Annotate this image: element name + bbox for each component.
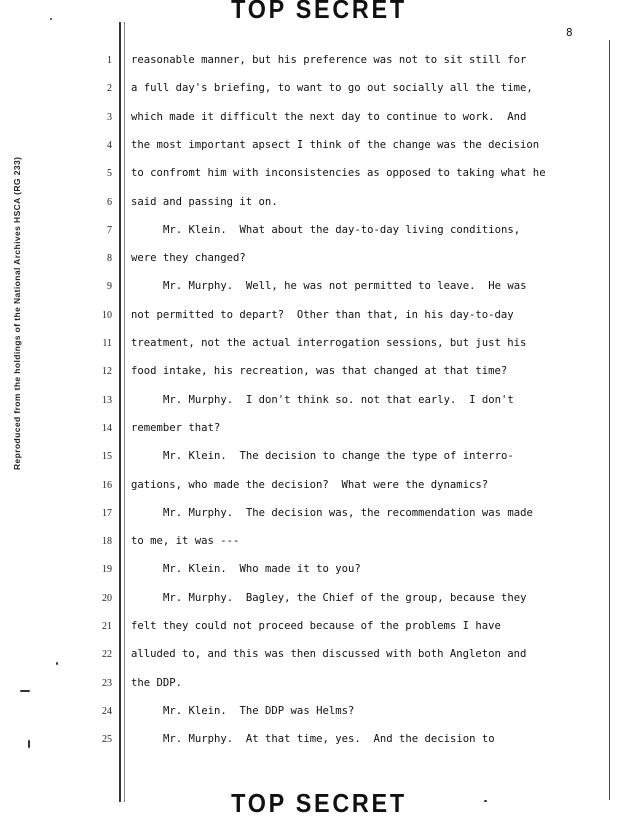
line-number: 3 [107, 112, 112, 123]
transcript-line: not permitted to depart? Other than that, in his day-to-day [131, 309, 514, 321]
line-number: 21 [102, 621, 112, 632]
line-number: 2 [107, 83, 112, 94]
line-number: 10 [102, 310, 112, 321]
transcript-line: Mr. Klein. The DDP was Helms? [163, 705, 355, 717]
transcript-line: Mr. Murphy. Bagley, the Chief of the group, because they [163, 592, 527, 604]
transcript-line: felt they could not proceed because of the problems I have [131, 620, 501, 632]
top-secret-footer-stamp: TOP SECRET [231, 788, 407, 818]
transcript-line: a full day's briefing, to want to go out socially all the time, [131, 82, 533, 94]
line-number: 23 [102, 678, 112, 689]
line-number: 19 [102, 564, 112, 575]
line-number: 6 [107, 197, 112, 208]
line-number: 17 [102, 508, 112, 519]
transcript-line: Mr. Murphy. The decision was, the recommendation was made [163, 507, 533, 519]
line-number: 1 [107, 55, 112, 66]
line-number: 13 [102, 395, 112, 406]
line-number: 11 [102, 338, 112, 349]
line-number: 8 [107, 253, 112, 264]
line-number: 5 [107, 168, 112, 179]
transcript-line: Mr. Murphy. I don't think so. not that early. I don't [163, 394, 514, 406]
top-secret-header-stamp: TOP SECRET [231, 0, 407, 24]
transcript-line: said and passing it on. [131, 196, 278, 208]
line-number: 7 [107, 225, 112, 236]
transcript-line: the DDP. [131, 677, 183, 689]
scan-speck [56, 662, 58, 665]
page-number: 8 [566, 26, 573, 39]
transcript-line: treatment, not the actual interrogation sessions, but just his [131, 337, 527, 349]
line-number: 9 [107, 281, 112, 292]
scan-speck [484, 800, 487, 802]
left-margin-rule-inner [124, 22, 125, 802]
transcript-line: Mr. Klein. What about the day-to-day living conditions, [163, 224, 521, 236]
line-number: 18 [102, 536, 112, 547]
left-margin-rule [119, 22, 121, 802]
right-margin-rule [609, 40, 610, 800]
transcript-line: gations, who made the decision? What were the dynamics? [131, 479, 489, 491]
line-number: 22 [102, 649, 112, 660]
line-number: 15 [102, 451, 112, 462]
transcript-line: remember that? [131, 422, 221, 434]
line-number: 20 [102, 593, 112, 604]
line-number: 24 [102, 706, 112, 717]
line-number: 12 [102, 366, 112, 377]
scan-speck [50, 18, 52, 20]
archive-reproduction-note: Reproduced from the holdings of the National Archives HSCA (RG 233) [12, 156, 22, 470]
transcript-line: alluded to, and this was then discussed with both Angleton and [131, 648, 527, 660]
line-number: 14 [102, 423, 112, 434]
scan-speck [20, 690, 30, 692]
transcript-line: which made it difficult the next day to continue to work. And [131, 111, 527, 123]
transcript-line: Mr. Murphy. Well, he was not permitted to leave. He was [163, 280, 527, 292]
transcript-line: to me, it was --- [131, 535, 240, 547]
transcript-line: Mr. Murphy. At that time, yes. And the decision to [163, 733, 495, 745]
line-number: 4 [107, 140, 112, 151]
transcript-line: the most important apsect I think of the change was the decision [131, 139, 540, 151]
scan-speck [28, 740, 30, 748]
transcript-line: to confromt him with inconsistencies as opposed to taking what he [131, 167, 546, 179]
transcript-line: reasonable manner, but his preference was not to sit still for [131, 54, 527, 66]
line-number: 25 [102, 734, 112, 745]
transcript-line: food intake, his recreation, was that changed at that time? [131, 365, 508, 377]
transcript-line: Mr. Klein. Who made it to you? [163, 563, 361, 575]
transcript-line: were they changed? [131, 252, 246, 264]
transcript-line: Mr. Klein. The decision to change the type of interro- [163, 450, 514, 462]
line-number: 16 [102, 480, 112, 491]
